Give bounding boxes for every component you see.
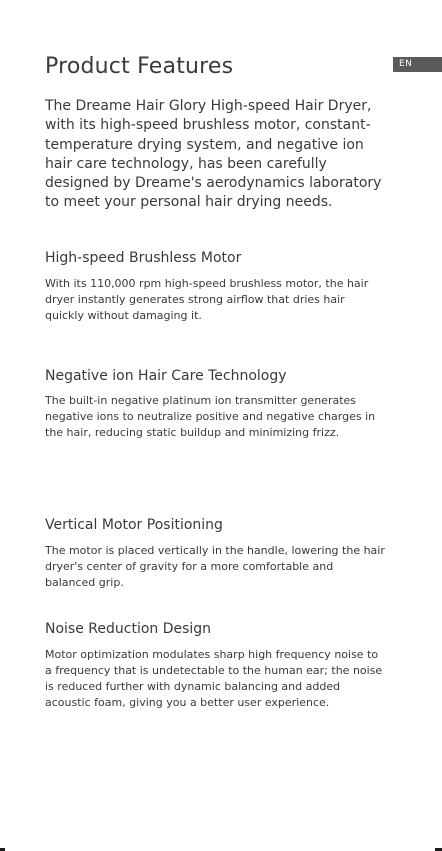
feature-heading: Noise Reduction Design [45,621,212,637]
page-title: Product Features [45,54,234,79]
language-tab: EN [393,57,442,72]
feature-heading: Vertical Motor Positioning [45,517,223,533]
feature-section-noise-reduction [45,621,385,711]
feature-section-negative-ion [45,368,385,441]
feature-body: The motor is placed vertically in the handle, lowering the hair dryer's center of gravity for a more comfortable and balanced grip. [45,544,385,589]
feature-section-vertical-motor [45,517,385,591]
feature-heading: Negative ion Hair Care Technology [45,368,287,384]
feature-body: The built-in negative platinum ion transmitter generates negative ions to neutralize positive and negative charges in the hair, reducing static buildup and minimizing frizz. [45,394,376,439]
feature-heading: High-speed Brushless Motor [45,250,242,266]
feature-body: Motor optimization modulates sharp high frequency noise to a frequency that is undetectable to the human ear; the noise is reduced further with dynamic balancing and added acoustic foam, giving you a better user experience. [45,648,383,709]
feature-section-brushless-motor [45,250,385,324]
feature-body: With its 110,000 rpm high-speed brushless motor, the hair dryer instantly generates strong airflow that dries hair quickly without damaging it. [45,277,369,322]
intro-paragraph: The Dreame Hair Glory High-speed Hair Dryer, with its high-speed brushless motor, constant-temperature drying system, and negative ion hair care technology, has been carefully designed by Dreame's aerodynamics laboratory to meet your personal hair drying needs. [45,98,382,211]
